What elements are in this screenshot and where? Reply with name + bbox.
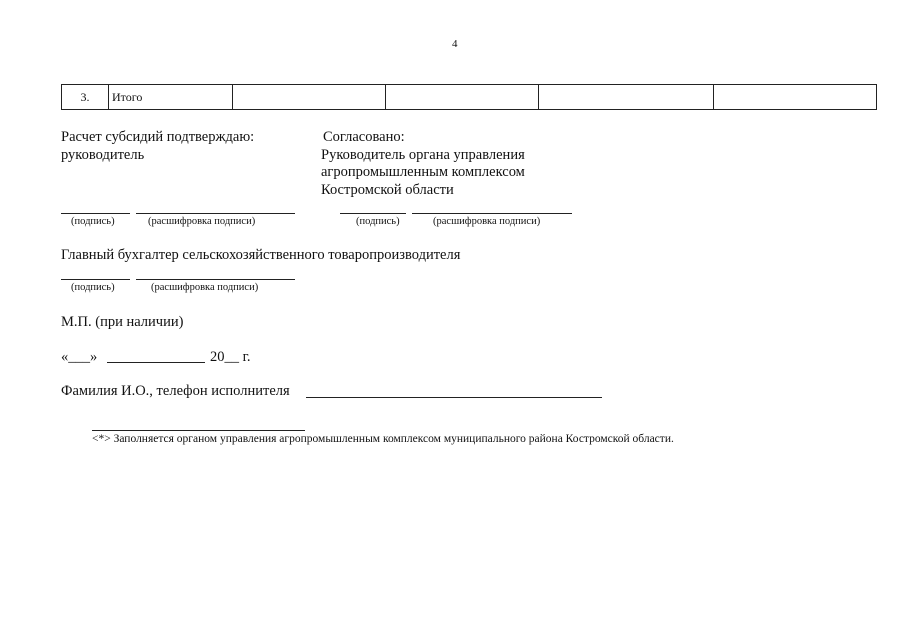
right-block-role-line2: агропромышленным комплексом xyxy=(321,164,525,180)
page-number: 4 xyxy=(452,38,458,50)
summary-table xyxy=(61,84,877,110)
decoding-caption: (расшифровка подписи) xyxy=(433,216,541,227)
footnote-text: <*> Заполняется органом управления агропромышленным комплексом муниципального района Костромской области. xyxy=(92,433,674,445)
empty-cell xyxy=(233,85,386,110)
empty-cell xyxy=(714,85,877,110)
decoding-caption: (расшифровка подписи) xyxy=(148,216,256,227)
table-row xyxy=(62,85,877,110)
signature-caption: (подпись) xyxy=(356,216,400,227)
right-block-title: Согласовано: xyxy=(323,129,405,145)
signature-line xyxy=(340,213,406,214)
footnote-separator xyxy=(92,430,305,431)
signature-caption: (подпись) xyxy=(71,282,115,293)
date-month-line xyxy=(107,362,205,363)
seal-label: М.П. (при наличии) xyxy=(61,314,184,330)
decoding-line xyxy=(136,279,295,280)
executor-label: Фамилия И.О., телефон исполнителя xyxy=(61,383,290,399)
decoding-caption: (расшифровка подписи) xyxy=(151,282,259,293)
row-label-cell: Итого xyxy=(109,85,233,110)
date-day: «___» xyxy=(61,349,98,365)
date-year: 20__ г. xyxy=(210,349,251,365)
signature-line xyxy=(61,213,130,214)
empty-cell xyxy=(539,85,714,110)
executor-line xyxy=(306,397,602,398)
signature-line xyxy=(61,279,130,280)
empty-cell xyxy=(386,85,539,110)
decoding-line xyxy=(136,213,295,214)
left-block-title: Расчет субсидий подтверждаю: xyxy=(61,129,255,145)
right-block-role-line1: Руководитель органа управления xyxy=(321,147,525,163)
row-number-cell: 3. xyxy=(62,85,109,110)
left-block-role: руководитель xyxy=(61,147,145,163)
right-block-role-line3: Костромской области xyxy=(321,182,454,198)
chief-accountant-label: Главный бухгалтер сельскохозяйственного товаропроизводителя xyxy=(61,247,461,263)
signature-caption: (подпись) xyxy=(71,216,115,227)
decoding-line xyxy=(412,213,572,214)
